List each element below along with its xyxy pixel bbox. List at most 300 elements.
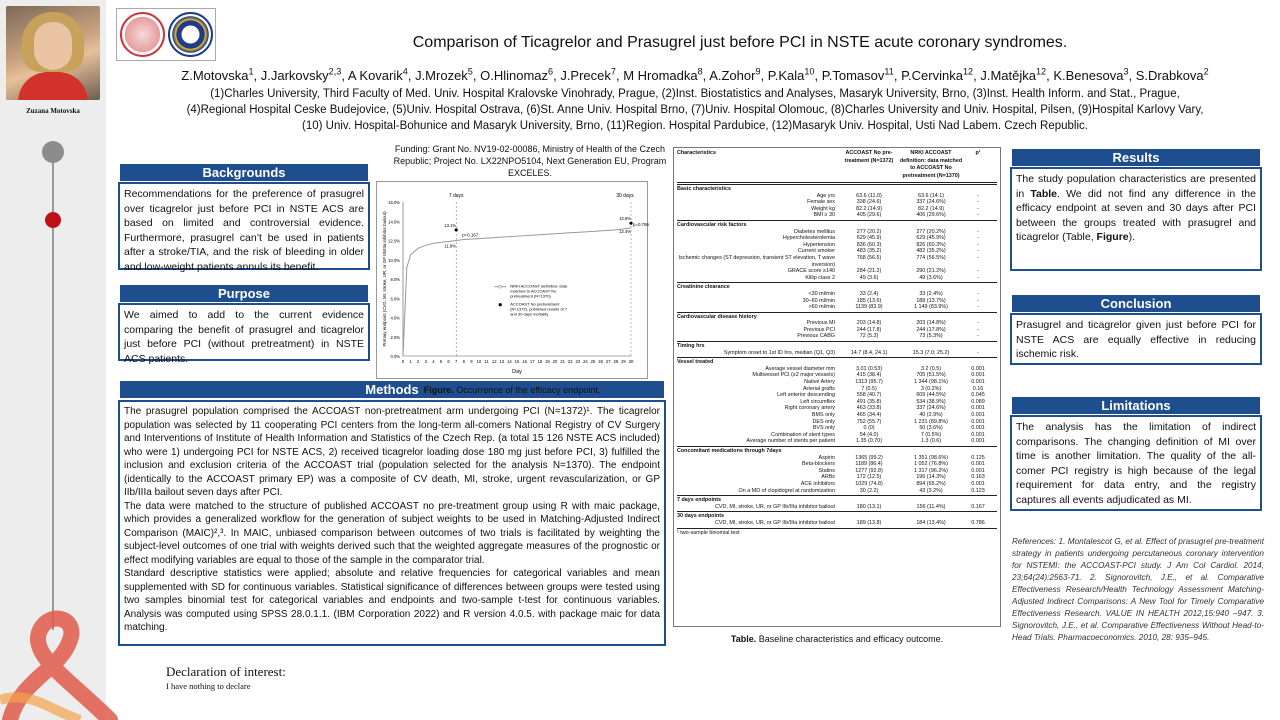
- table-cell: Female sex: [807, 199, 835, 206]
- table-cell: 54 (4.0): [859, 431, 879, 438]
- author-affil-sup: 4: [402, 66, 408, 77]
- table-cell: >60 ml/min: [808, 304, 835, 311]
- author-affil-sup: 3: [1123, 66, 1129, 77]
- y-tick-label: 4.0%: [390, 315, 400, 321]
- table-cell: 0.001: [971, 438, 985, 445]
- table-cell: 82.2 (14.9): [917, 205, 945, 212]
- results-bold-figure: Figure: [1096, 231, 1129, 243]
- backgrounds-text: Recommendations for the preference of prasugrel over ticagrelor just before PCI in NSTE ACS are based on limited and controversial evidence. Furthermore, prasugrel can’t be used in patients after a stroke/TIA, and the risk of bleeding in older and low-weight patients annuls its benefit.: [118, 182, 370, 270]
- table-cell: Weight kg: [811, 205, 835, 212]
- x-tick-label: 9: [470, 359, 473, 364]
- table-cell: -: [977, 192, 979, 199]
- x-tick-label: 4: [432, 359, 435, 364]
- table-cell: 534 (38.9%): [916, 398, 946, 405]
- x-tick-label: 27: [605, 359, 611, 364]
- table-cell: 244 (17.8): [856, 326, 882, 333]
- table-cell: 1 351 (98.6%): [914, 454, 948, 461]
- table-cell: Diabetes mellitus: [793, 228, 835, 235]
- table-cell: Age yrs: [816, 192, 835, 199]
- table-cell: Current smoker: [797, 248, 835, 255]
- figure-caption: [376, 385, 648, 395]
- table-cell: 0.167: [971, 503, 985, 510]
- table-cell: -: [977, 268, 979, 275]
- table-row: [677, 268, 997, 275]
- table-row: [677, 298, 997, 305]
- table-cell: 1029 (74.8): [855, 480, 883, 487]
- table-cell: 0.001: [971, 379, 985, 386]
- table-cell: Average number of stents per patient: [746, 438, 835, 445]
- author-affil-sup: 12: [962, 66, 974, 77]
- x-tick-label: 3: [424, 359, 427, 364]
- table-cell: 0.16: [972, 385, 984, 392]
- table-cell: ARBs: [821, 474, 835, 481]
- purpose-heading: Purpose: [120, 285, 368, 302]
- x-axis-label: Day: [512, 369, 522, 375]
- table-header: [677, 150, 997, 183]
- x-tick-label: 5: [439, 359, 443, 364]
- table-cell: Average vessel diameter mm: [765, 365, 835, 372]
- y-tick-label: 2.0%: [390, 334, 400, 340]
- table-row: [677, 455, 997, 462]
- table-cell: 172 (12.5): [856, 474, 882, 481]
- presenter-name: Zuzana Motovska: [26, 107, 80, 115]
- table-row: [677, 350, 997, 357]
- chart-svg: [377, 182, 649, 380]
- table-cell: 491 (35.8): [856, 398, 882, 405]
- table-row: [677, 432, 997, 439]
- table-row: [677, 474, 997, 481]
- author-name: P.Kala: [767, 68, 805, 83]
- table-cell: -: [977, 248, 979, 255]
- declaration-heading: Declaration of interest:: [166, 664, 286, 679]
- table-row: [677, 333, 997, 340]
- table-cell: 415 (38.4): [856, 372, 882, 379]
- table-row: [677, 520, 997, 527]
- table-cell: Right coronary artery: [784, 405, 835, 412]
- table-cell: 482 (35.2%): [916, 248, 946, 255]
- table-section-row: Cardiovascular disease history: [677, 312, 997, 321]
- limitations-heading: Limitations: [1012, 397, 1260, 414]
- table-cell: 1 231 (89.8%): [914, 418, 948, 425]
- author-affil-sup: 6: [548, 66, 554, 77]
- table-cell: -: [977, 212, 979, 219]
- table-cell: -: [977, 333, 979, 340]
- x-tick-label: 28: [613, 359, 619, 364]
- author-name: J.Precek: [560, 68, 611, 83]
- table-row: [677, 327, 997, 334]
- table-cell: 15.3 (7.0; 25.2): [912, 349, 950, 356]
- table-row: [677, 275, 997, 282]
- table-row: [677, 291, 997, 298]
- table-cell: 1.35 (0.70): [855, 438, 883, 445]
- table-cell: 752 (55.7): [856, 418, 882, 425]
- table-cell: -: [977, 290, 979, 297]
- x-tick-label: 22: [567, 359, 573, 364]
- conclusion-text: Prasugrel and ticagrelor given just before PCI for NSTE ACS are equally effective in reducing ischemic risk.: [1010, 313, 1262, 365]
- table-cell: 0.001: [971, 418, 985, 425]
- table-cell: -: [977, 235, 979, 242]
- table-row: [677, 255, 997, 268]
- figure-caption-label: Figure.: [423, 385, 454, 395]
- conclusion-heading: Conclusion: [1012, 295, 1260, 312]
- table-cell: 463 (33.8): [856, 405, 882, 412]
- table-cell: 3 (0.2%): [920, 385, 942, 392]
- table-cell: -: [977, 228, 979, 235]
- table-row: [677, 229, 997, 236]
- table-cell: 277 (20.2): [856, 228, 882, 235]
- table-cell: 0.045: [971, 392, 985, 399]
- table-cell: 0.001: [971, 365, 985, 372]
- table-cell: 33 (2.4%): [919, 290, 943, 297]
- author-affil-sup: 9: [755, 66, 761, 77]
- table-cell: 1313 (95.7): [855, 379, 883, 386]
- table-cell: CVD, MI, stroke, UR, or GP IIb/IIIa inhibitor bailout: [714, 519, 835, 526]
- table-footnote: ¹ two-sample binomial test: [677, 528, 997, 537]
- x-tick-label: 13: [499, 359, 505, 364]
- author-affil-sup: 2: [1203, 66, 1209, 77]
- results-bold-table: Table: [1030, 187, 1057, 200]
- point-value-label: 11.9%: [444, 243, 456, 249]
- table-cell: Killip class 2: [805, 274, 835, 281]
- table-row: [677, 461, 997, 468]
- poster-title: Comparison of Ticagrelor and Prasugrel just before PCI in NSTE acute coronary syndromes.: [412, 34, 1068, 51]
- methods-paragraph: Standard descriptive statistics were applied; absolute and relative frequencies for categorical variables and mean supplemented with SD for continuous variables. Statistical significance of differences between groups were tested using two samples binomial test for categorical variables and endpoints and two-sample t-test for continuous variables. Analysis was computed using SPSS 28.0.1.1. (IBM Corporation 2022) and R version 4.0.5. with package maic for data matching.: [124, 568, 660, 633]
- table-cell: 290 (21.2%): [916, 268, 946, 275]
- rail-dot-gray: [42, 141, 64, 163]
- table-cell: 0.001: [971, 372, 985, 379]
- table-cell: 0.001: [971, 412, 985, 418]
- x-tick-label: 11: [484, 359, 489, 364]
- table-cell: 629 (45.9): [856, 235, 882, 242]
- table-cell: Arterial grafts: [802, 385, 835, 392]
- table-caption: [673, 634, 1001, 644]
- table-row: [677, 419, 997, 426]
- table-cell: 49 (3.6): [859, 274, 879, 281]
- x-tick-label: 0: [401, 359, 405, 364]
- table-cell: <30 ml/min: [808, 290, 835, 297]
- table-cell: 0.001: [971, 480, 985, 487]
- author-affil-sup: 10: [804, 66, 815, 77]
- table-cell: 0.001: [971, 461, 985, 468]
- author-affil-sup: 8: [697, 66, 703, 77]
- x-tick-label: 29: [621, 359, 626, 364]
- table-cell: 1 344 (98.1%): [914, 379, 948, 386]
- table-row: [677, 386, 997, 393]
- table-cell: Beta-blockers: [802, 461, 835, 468]
- red-ribbon-icon: [0, 600, 120, 720]
- table-cell: 1 052 (76.8%): [914, 461, 948, 468]
- x-tick-label: 18: [537, 359, 543, 364]
- y-tick-label: 10.0%: [388, 257, 400, 263]
- table-cell: Hypercholesterolemia: [782, 235, 835, 242]
- table-cell: Previous CABG: [797, 333, 835, 340]
- point-value-label: 13.4%: [619, 229, 631, 235]
- table-cell: 180 (13.1): [856, 503, 882, 510]
- table-cell: 0.089: [971, 398, 985, 405]
- author-name: P.Cervinka: [901, 68, 963, 83]
- x-tick-label: 14: [507, 359, 512, 364]
- table-cell: -: [977, 349, 979, 356]
- table-cell: 72 (5.3): [859, 333, 879, 340]
- table-row: [677, 366, 997, 373]
- table-row: [677, 248, 997, 255]
- table-caption-text: Baseline characteristics and efficacy outcome.: [756, 634, 944, 644]
- table-cell: 1189 (86.4): [855, 461, 883, 468]
- table-cell: 14.7 (8.4, 24.1): [850, 349, 888, 356]
- table-cell: 629 (45.9%): [916, 235, 946, 242]
- table-caption-label: Table.: [730, 634, 757, 644]
- table-cell: 406 (29.6%): [916, 212, 946, 219]
- y-tick-label: 6.0%: [390, 296, 400, 302]
- table-row: [677, 235, 997, 242]
- point-value-label: 13.8%: [619, 216, 631, 222]
- table-cell: 156 (11.4%): [916, 503, 946, 510]
- table-cell: 0 (0): [863, 425, 875, 432]
- table-row: [677, 468, 997, 475]
- table-cell: 1 317 (96.2%): [914, 467, 948, 474]
- table-cell: 0.001: [971, 467, 985, 474]
- table-cell: Ischemic changes (ST depression, transient ST elevation, T wave inversion): [678, 254, 835, 268]
- table-cell: 30–60 ml/min: [802, 297, 835, 304]
- y-tick-label: 16.0%: [388, 200, 400, 205]
- series-point-accoast: [455, 228, 458, 231]
- table-row: [677, 320, 997, 327]
- efficacy-chart: [376, 181, 648, 379]
- table-cell: 0.001: [971, 425, 985, 432]
- declaration-text: I have nothing to declare: [166, 681, 251, 691]
- author-name: O.Hlinomaz: [480, 68, 549, 83]
- table-cell: Multivessel PCI (≥2 major vessels): [752, 372, 835, 379]
- table-cell: 185 (13.6): [856, 297, 882, 304]
- table-cell: Previous MI: [806, 320, 835, 327]
- table-cell: Left anterior descending: [777, 392, 835, 399]
- methods-text: [118, 400, 666, 646]
- results-text-part: The study population characteristics are presented in: [1016, 173, 1256, 200]
- table-cell: -: [977, 254, 979, 261]
- hospital-logo: [168, 12, 213, 57]
- table-row: [677, 206, 997, 213]
- author-affil-sup: 1: [248, 66, 254, 77]
- x-tick-label: 23: [575, 359, 581, 364]
- x-tick-label: 21: [560, 359, 565, 364]
- methods-paragraph: The prasugrel population comprised the ACCOAST non-pretreatment arm undergoing PCI (N=1372)¹. The ticagrelor population was selected by 11 cooperating PCI centers from the long-term all-comers National Registry of CV Surgery and Interventions of Institute of Health Information and Statistics of the Czech Rep. (a total 15 126 NSTE ACS included) who were 1) undergoing PCI for NSTE ACS, 2) received ticagrelor loading dose 180 mg just before PCI, 3) fulfilled the inclusion and exclusion criteria of the ACCOAST trial (population selected for the analysis N=1370). The endpoint (identically to the ACCOAST primary EP) was a composite of CV death, MI, stroke, urgent revascularization, or GP IIb/IIIa bailout seven days after PCI.: [124, 406, 660, 498]
- author-name: J.Mrozek: [415, 68, 468, 83]
- table-cell: 836 (60.3): [856, 241, 882, 248]
- table-cell: 3.01 (0.53): [855, 365, 883, 372]
- x-tick-label: 30: [628, 359, 634, 364]
- x-tick-label: 1: [409, 359, 412, 364]
- author-name: P.Tomasov: [821, 68, 885, 83]
- table-row: [677, 242, 997, 249]
- table-cell: 82.2 (14.9): [855, 205, 883, 212]
- table-cell: Combination of stent types: [771, 431, 835, 438]
- backgrounds-heading: Backgrounds: [120, 164, 368, 181]
- x-tick-label: 15: [514, 359, 520, 364]
- table-cell: BVS only: [812, 425, 835, 432]
- table-cell: -: [977, 199, 979, 206]
- table-cell: -: [977, 326, 979, 333]
- results-heading: Results: [1012, 149, 1260, 166]
- rail-dot-red: [45, 212, 61, 228]
- pvalue-7days: p=0.167: [462, 232, 479, 238]
- author-affil-sup: 11: [884, 66, 894, 77]
- table-cell: 3.2 (0.5): [920, 365, 942, 372]
- table-cell: BMI ≥ 30: [813, 212, 835, 219]
- table-cell: 337 (24.6%): [916, 199, 946, 206]
- table-cell: -: [977, 297, 979, 304]
- table-cell: 184 (13.4%): [916, 519, 946, 526]
- table-cell: 705 (51.5%): [916, 372, 946, 379]
- table-cell: 203 (14.8%): [916, 320, 946, 327]
- table-cell: 1365 (99.2): [855, 454, 883, 461]
- x-tick-label: 12: [491, 359, 497, 364]
- y-tick-label: 14.0%: [388, 219, 400, 225]
- x-tick-label: 10: [476, 359, 482, 364]
- table-cell: 33 (2.4): [859, 290, 879, 297]
- table-row: [677, 481, 997, 488]
- references: References: 1. Montalescot G, et al. Effect of prasugrel pre-treatment strategy in patients undergoing percutaneous coronary intervention for NSTEMI: the ACCOAST-PCI study. J Am Col Cardiol. 2014, 23;64(24):2563-71. 2. Signorovitch, J.E., et al. Comparative Effectiveness Research/Health Technology Assessment Matching-Adjusted Indirect Comparisons: A New Tool for Timely Comparative Effectiveness Research. VALUE IN HEALTH 2012,15:940 –947. 3. Signorovitch, J.E., et al. Comparative Effectiveness Without Head-to-Head Trials. Pharmacoeconomics. 2010, 28: 935–945.: [1012, 537, 1264, 642]
- x-tick-label: 6: [447, 359, 450, 364]
- methods-paragraph: The data were matched to the structure of published ACCOAST no pre-treatment group using R with maic package, which provides a generalized workflow for the generation of subject weights to be used in Matching-Adjusted Indirect Comparison (MAIC)²,³. In MAIC, unbiased comparison between outcomes of two trials is facilitated by weighting the subject-level outcomes of one trial with weights derived such that the weighted aggregate measures of the prognostic or effect modifying variables are equal to those of the sample in the comparator trial.: [124, 500, 660, 566]
- table-cell: 894 (65.2%): [916, 480, 946, 487]
- x-tick-label: 8: [462, 359, 465, 364]
- author-list: Z.Motovska$^1$, J.Jarkovsky$^{2,3}$, A Kovarik$^4$, J.Mrozek$^5$, O.Hlinomaz$^6$, J.Precek$^7$, M Hromadka$^8$, A.Zohor$^9$, P.Kala$^{10}$, P.Tomasov$^{11}$, P.Cervinka$^{12}$, J.Matějka$^{12}$, K.Benesova$^3$, S.Drabkova$^2$: [181, 66, 1209, 83]
- x-tick-label: 2: [417, 359, 420, 364]
- presenter-photo: [6, 6, 100, 100]
- legend-label-accoast: ACCOAST No pretreatment (N=1372), published results of 7 and 30 days mortality: [510, 301, 568, 317]
- table-row: [677, 504, 997, 511]
- author-affil-sup: 7: [610, 66, 616, 77]
- table-cell: Native Artery: [804, 379, 835, 386]
- x-tick-label: 7: [455, 359, 458, 364]
- university-seal-logo: [120, 12, 165, 57]
- table-section-row: Concomitant medications through 7days: [677, 446, 997, 455]
- table-cell: Aspirin: [818, 454, 835, 461]
- purpose-text: We aimed to add to the current evidence comparing the benefit of prasugrel and ticagrelor just before PCI (without pretreatment) in NSTE ACS patients.: [118, 303, 370, 361]
- table-col-header: NRKI ACCOAST definition: data matched to ACCOAST No pretreatment (N=1370): [899, 150, 963, 179]
- table-row: [677, 193, 997, 200]
- table-section-row: Cardiovascular risk factors: [677, 220, 997, 229]
- table-row: [677, 212, 997, 219]
- table-cell: DES only: [812, 418, 835, 425]
- results-text: [1010, 167, 1262, 271]
- table-section-row: Timing hrs: [677, 341, 997, 350]
- affiliations: [150, 86, 1240, 134]
- table-cell: 337 (24.6%): [916, 405, 946, 412]
- author-name: M Hromadka: [623, 68, 698, 83]
- table-cell: 189 (13.8): [856, 519, 882, 526]
- affiliation-line: (4)Regional Hospital Ceske Budejovice, (5)Univ. Hospital Ostrava, (6)St. Anne Univ. Hospital Brno, (7)Univ. Hospital Olomouc, (8)Charles University and Univ. Hospital, Pilsen, (9)Hospital Karlovy Vary,: [186, 104, 1204, 116]
- x-tick-label: 26: [598, 359, 603, 364]
- table-section-row: 7 days endpoints: [677, 495, 997, 504]
- table-cell: 63.6 (11.0): [856, 192, 882, 199]
- table-cell: 768 (56.5): [856, 254, 882, 261]
- table-cell: 1139 (83.9): [855, 304, 883, 311]
- table-cell: On a MD of clopidogrel at randomization: [738, 487, 835, 494]
- table-cell: 483 (35.2): [856, 248, 882, 255]
- table-cell: 609 (44.5%): [916, 392, 946, 399]
- table-cell: 0.123: [971, 487, 985, 494]
- y-tick-label: 8.0%: [390, 277, 400, 282]
- table-cell: 7 (0.5): [861, 385, 877, 392]
- table-cell: 30 (2.2): [859, 487, 879, 494]
- table-row: [677, 488, 997, 495]
- author-affil-sup: 5: [467, 66, 473, 77]
- y-tick-label: 12.0%: [388, 238, 400, 244]
- author-name: J.Matějka: [980, 68, 1036, 83]
- table-cell: Symptom onset to 1st ID hrs, median (Q1, Q3): [723, 349, 835, 356]
- table-row: [677, 304, 997, 311]
- table-cell: 405 (29.6): [856, 212, 882, 219]
- x-tick-label: 24: [583, 359, 588, 364]
- table-cell: 203 (14.8): [856, 320, 882, 327]
- table-cell: 0.001: [971, 431, 985, 438]
- table-cell: 50 (3.6%): [919, 425, 943, 432]
- table-cell: 465 (34.4): [856, 412, 882, 418]
- table-col-header: p¹: [975, 150, 981, 156]
- table-row: [677, 399, 997, 406]
- table-col-header: ACCOAST No pre-treatment (N=1372): [844, 150, 894, 164]
- table-cell: 188 (13.7%): [916, 297, 946, 304]
- table-row: [677, 412, 997, 419]
- table-cell: 338 (24.6): [856, 199, 882, 206]
- table-cell: 0.125: [971, 454, 985, 461]
- table-cell: 244 (17.8%): [916, 326, 946, 333]
- legend-swatch-nrki-dot: [499, 285, 502, 288]
- table-section-row: 30 days endpoints: [677, 511, 997, 520]
- results-text-part: ).: [1128, 231, 1136, 243]
- x-tick-label: 20: [552, 359, 558, 364]
- table-row: [677, 379, 997, 386]
- limitations-text: The analysis has the limitation of indirect comparisons. The changing definition of MI over time is another limitation. The quality of the all-comer PCI registry is high because of the legal requirement for data entry, and the registry captures all events adjudicated as MI.: [1010, 415, 1262, 511]
- affiliation-line: (10) Univ. Hospital-Bohunice and Masaryk University, Brno, (11)Region. Hospital Pardubice, (12)Masaryk Univ. Hospital, Usti Nad Labem. Czech Republic.: [302, 120, 1088, 132]
- baseline-table: [673, 147, 1001, 627]
- affiliation-line: (1)Charles University, Third Faculty of Med. Univ. Hospital Kralovske Vinohrady, Prague, (2)Inst. Biostatistics and Analyses, Masaryk University, Brno, (3)Inst. Health Inform. and Stat., Prague,: [210, 88, 1180, 100]
- table-cell: 63.6 (14.1): [917, 192, 945, 199]
- table-row: [677, 438, 997, 445]
- day30-marker-label: 30 days: [616, 193, 634, 199]
- table-cell: 43 (3.2%): [919, 487, 943, 494]
- table-section-row: Basic characteristics: [677, 184, 997, 193]
- table-body: [677, 184, 997, 536]
- y-axis-label: Primary endpoint (CVD, MI, stroke, UR, or GP IIb/IIIa inhibitor bailout): [382, 211, 387, 347]
- table-cell: 49 (3.6%): [919, 274, 943, 281]
- table-cell: 1277 (92.8): [855, 467, 883, 474]
- table-cell: 73 (5.3%): [919, 333, 943, 340]
- pvalue-30days: p=0.786: [633, 222, 649, 228]
- table-cell: 558 (40.7): [856, 392, 882, 399]
- table-cell: 1.3 (0.6): [920, 438, 942, 445]
- table-cell: 7 (0.5%): [920, 431, 942, 438]
- table-cell: 196 (14.3%): [916, 474, 946, 481]
- figure-caption-text: Occurrence of the efficacy endpoint.: [453, 385, 601, 395]
- legend-label-nrki: NRKI ACCOAST definition: data matched to ACCOAST No pretreatment (N=1370): [510, 283, 568, 299]
- table-cell: Left circumflex: [800, 398, 835, 405]
- table-cell: 0.001: [971, 405, 985, 412]
- x-tick-label: 17: [529, 359, 535, 364]
- table-row: [677, 199, 997, 206]
- table-cell: 1 149 (83.9%): [914, 304, 948, 311]
- table-cell: 284 (21.2): [856, 268, 882, 275]
- funding-note: Funding: Grant No. NV19-02-00086, Ministry of Health of the Czech Republic; Project No. LX22NPO5104, Next Generation EU, Program EXCELES.: [393, 144, 667, 178]
- table-cell: Statins: [818, 467, 835, 474]
- table-section-row: Vessel treated: [677, 357, 997, 366]
- table-cell: 40 (2.9%): [919, 412, 943, 418]
- legend-swatch-accoast: [499, 303, 502, 306]
- x-tick-label: 16: [522, 359, 527, 364]
- table-cell: GRACE score ≥140: [787, 268, 835, 275]
- author-name: J.Jarkovsky: [260, 68, 329, 83]
